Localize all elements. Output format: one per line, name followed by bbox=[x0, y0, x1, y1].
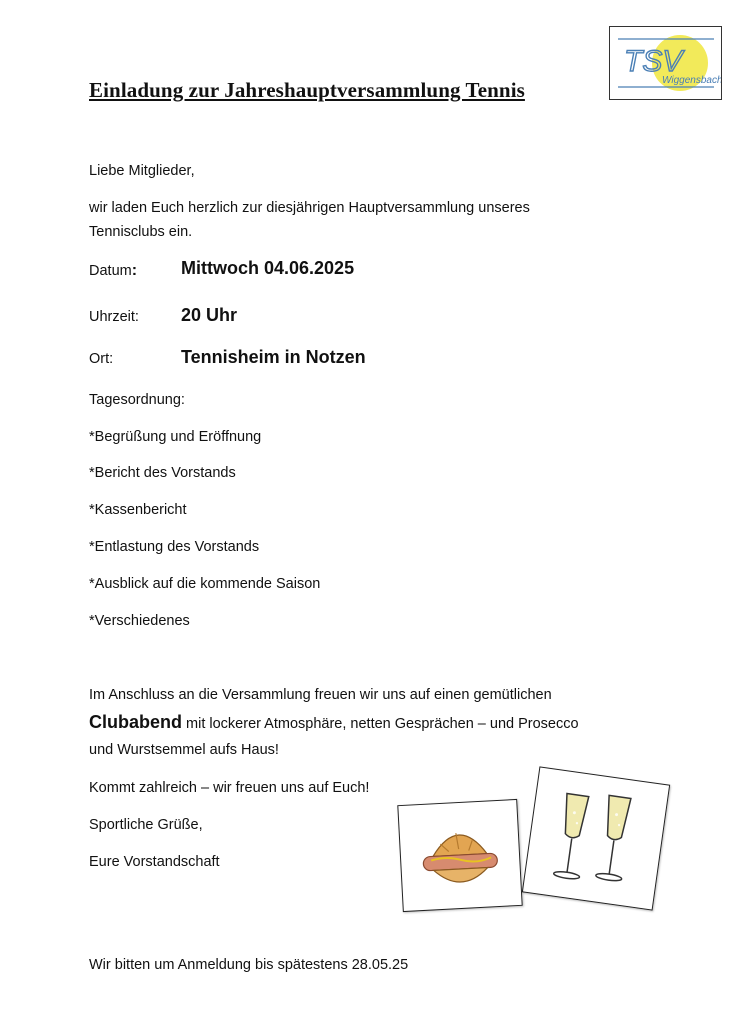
greeting: Liebe Mitglieder, bbox=[89, 163, 195, 179]
logo-text: TSV bbox=[624, 45, 683, 78]
intro-line-2: Tennisclubs ein. bbox=[89, 224, 193, 240]
closing-line-1: Im Anschluss an die Versammlung freuen wir uns auf einen gemütlichen bbox=[89, 687, 552, 703]
closing-line-3: und Wurstsemmel aufs Haus! bbox=[89, 742, 279, 758]
date-label: Datum bbox=[89, 263, 132, 279]
champagne-glasses-icon bbox=[523, 768, 669, 910]
agenda-item: *Begrüßung und Eröffnung bbox=[89, 429, 262, 445]
clubabend-highlight: Clubabend bbox=[89, 712, 182, 732]
registration-note: Wir bitten um Anmeldung bis spätestens 28.05.25 bbox=[89, 957, 409, 973]
closing-line-2-rest: mit lockerer Atmosphäre, netten Gesprächen – und Prosecco bbox=[182, 716, 579, 732]
date-colon: : bbox=[131, 262, 138, 279]
prosecco-glasses-picture bbox=[522, 766, 670, 910]
signature: Eure Vorstandschaft bbox=[89, 854, 220, 870]
agenda-item: *Bericht des Vorstands bbox=[89, 465, 236, 481]
time-label: Uhrzeit: bbox=[89, 309, 139, 325]
agenda-item: *Verschiedenes bbox=[89, 613, 190, 629]
regards: Sportliche Grüße, bbox=[89, 817, 203, 833]
agenda-item: *Ausblick auf die kommende Saison bbox=[89, 576, 321, 592]
document-title: Einladung zur Jahreshauptversammlung Tennis bbox=[89, 78, 525, 102]
logo-subtext: Wiggensbach bbox=[662, 75, 721, 86]
place-label: Ort: bbox=[89, 351, 114, 367]
place-value: Tennisheim in Notzen bbox=[181, 347, 366, 367]
agenda-heading: Tagesordnung: bbox=[89, 392, 185, 408]
date-label-group bbox=[89, 262, 137, 280]
closing-line-4: Kommt zahlreich – wir freuen uns auf Euch! bbox=[89, 780, 370, 796]
intro-line-1: wir laden Euch herzlich zur diesjährigen Hauptversammlung unseres bbox=[89, 200, 530, 216]
wurstsemmel-picture bbox=[397, 799, 522, 912]
agenda-item: *Kassenbericht bbox=[89, 502, 187, 518]
time-value: 20 Uhr bbox=[181, 305, 238, 325]
closing-line-2 bbox=[89, 712, 579, 734]
sausage-roll-icon bbox=[398, 800, 521, 911]
tsv-wiggensbach-logo bbox=[609, 26, 722, 100]
date-value: Mittwoch 04.06.2025 bbox=[181, 258, 355, 278]
agenda-item: *Entlastung des Vorstands bbox=[89, 539, 260, 555]
logo-graphic bbox=[610, 27, 721, 99]
